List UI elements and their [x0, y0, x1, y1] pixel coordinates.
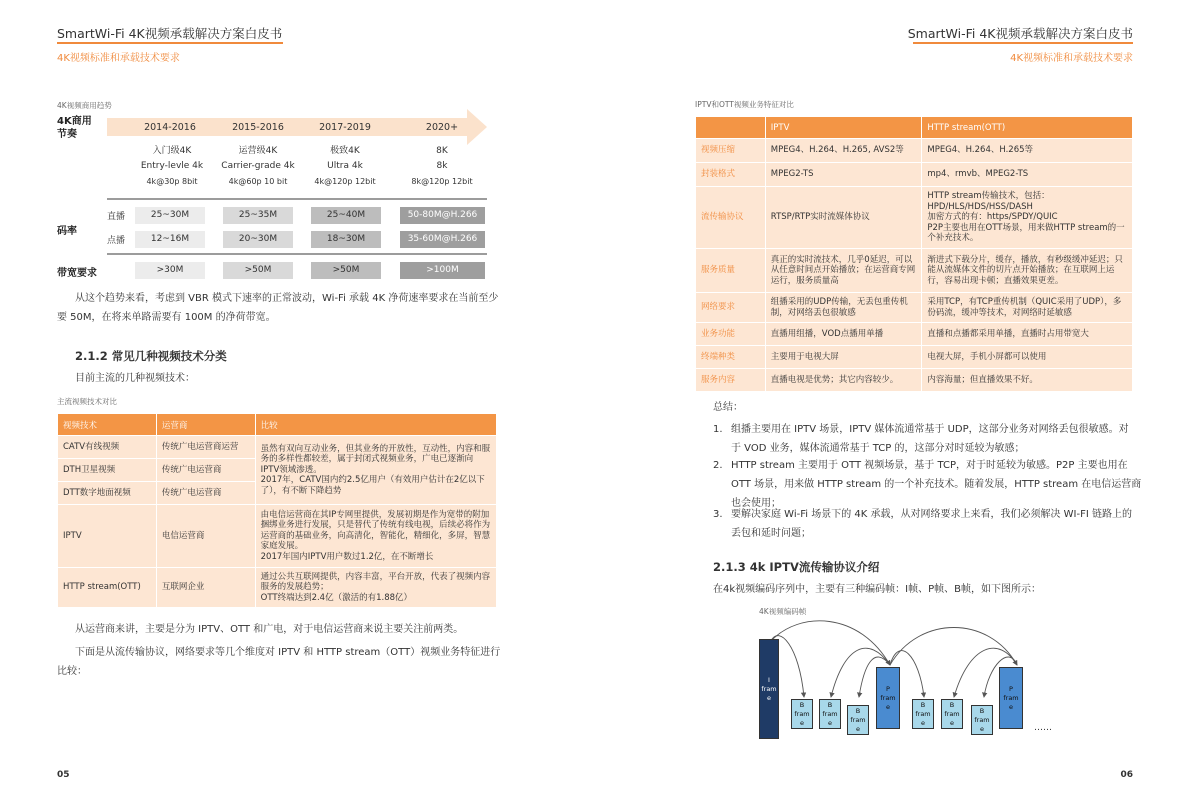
broadcast-compare-cell: 虽然有双向互动业务，但其业务的开放性，互动性，内容和服务的多样性都较差，属于封闭式视频业务，广电已逐渐向IPTV领域渗透。 2017年，CATV国内约2.5亿用户（有效用户估计在2亿以下了），有不断下降趋势	[255, 436, 496, 505]
live-bitrate-box: 50-80M@H.266	[400, 207, 485, 224]
header-subtitle: 4K视频标准和承载技术要求	[1010, 53, 1133, 64]
year-label: 2015-2016	[232, 122, 284, 133]
compare-table-caption: IPTV和OTT视频业务特征对比	[695, 100, 794, 109]
i-frame: I fram e	[759, 639, 779, 739]
live-label: 直播	[107, 212, 126, 222]
paragraph-trend: 从这个趋势来看，考虑到 VBR 模式下速率的正常波动，Wi-Fi 承载 4K 净荷速率要求在当前至少 要 50M，在将来单路需要有 100M 的净荷带宽。	[57, 293, 499, 323]
table-row: CATV有线视频 传统广电运营商运营 虽然有双向互动业务，但其业务的开放性，互动性，内容和服务的多样性都较差，属于封闭式视频业务，广电已逐渐向IPTV领域渗透。 2017年，CATV国内约2.5亿用户（有效用户估计在2亿以下了），有不断下降趋势	[58, 436, 497, 459]
trend-figure	[57, 112, 497, 282]
table-row: 终端种类 主要用于电视大屏 电视大屏，手机小屏都可以使用	[696, 346, 1133, 369]
p-frame: P fram e	[999, 667, 1023, 729]
table-row: DTT数字地面视频 传统广电运营商	[58, 482, 497, 505]
table-row: HTTP stream(OTT) 互联网企业 通过公共互联网提供，内容丰富，平台开放，代表了视频内容服务的发展趋势； OTT终端达到2.4亿（激活的有1.88亿）	[58, 568, 497, 608]
table-row: 视频压缩 MPEG4、H.264、H.265, AVS2等 MPEG4、H.264、H.265等	[696, 139, 1133, 163]
section-title-212: 2.1.2 常见几种视频技术分类	[75, 349, 227, 363]
page-number: 05	[57, 770, 70, 780]
iptv-ott-table	[695, 116, 1133, 392]
vod-bitrate-box: 35-60M@H.266	[400, 231, 485, 248]
column-header	[696, 117, 766, 139]
bandwidth-box: >30M	[135, 262, 205, 279]
table-row: 流传输协议 RTSP/RTP实时流媒体协议 HTTP stream传输技术，包括：HPD/HLS/HDS/HSS/DASH 加密方式的有：https/SPDY/QUIC P2P主要也用在OTT场景，用来做HTTP stream的一个补充技术。	[696, 187, 1133, 249]
page-number: 06	[1120, 770, 1133, 780]
bandwidth-box: >100M	[400, 262, 485, 279]
header-title: SmartWi-Fi 4K视频承载解决方案白皮书	[57, 26, 283, 41]
section-title-213: 2.1.3 4k IPTV流传输协议介绍	[713, 560, 880, 574]
page-right	[595, 0, 1190, 807]
bandwidth-box: >50M	[223, 262, 293, 279]
live-bitrate-box: 25~35M	[223, 207, 293, 224]
vod-bitrate-box: 12~16M	[135, 231, 205, 248]
table-row: 服务质量 真正的实时流技术，几乎0延迟，可以从任意时间点开始播放；在运营商专网运行，服务质量高 渐进式下载分片，缓存，播放，有秒级缓冲延迟；只能从流媒体文件的切片点开始播放；在互联网上运行，容易出现卡顿；直播效果更差。	[696, 249, 1133, 293]
tier-8k: 8K 8k 8k@120p 12bit	[411, 146, 473, 186]
year-label: 2014-2016	[144, 122, 196, 133]
column-header: IPTV	[765, 117, 922, 139]
summary-label: 总结：	[713, 402, 743, 413]
table-row: IPTV 电信运营商 由电信运营商在其IP专网里提供，发展初期是作为宽带的附加捆绑业务进行发展，只是替代了传统有线电视，后续必将作为运营商的基础业务，向高清化，智能化，精细化，多屏，智慧家庭发展。 2017年国内IPTV用户数过1.2亿，在不断增长	[58, 505, 497, 568]
header-title: SmartWi-Fi 4K视频承载解决方案白皮书	[907, 26, 1133, 41]
b-frame: B fram e	[941, 699, 963, 729]
separator	[107, 253, 487, 255]
bitrate-label: 码率	[57, 226, 77, 237]
table-header-row	[696, 117, 1133, 139]
table-header-row	[58, 414, 497, 436]
vod-bitrate-box: 20~30M	[223, 231, 293, 248]
table-row: 业务功能 直播用组播，VOD点播用单播 直播和点播都采用单播，直播时占用带宽大	[696, 323, 1133, 346]
frames-ellipsis: ……	[1034, 723, 1052, 733]
summary-item-3: 3. 要解决家庭 Wi-Fi 场景下的 4K 承载，从对网络要求上来看，我们必须解决 WI-FI 链路上的 丢包和延时问题；	[713, 509, 1132, 539]
tech-table-caption: 主流视频技术对比	[57, 397, 117, 406]
trend-caption: 4K视频商用趋势	[57, 101, 112, 110]
header-rule	[57, 42, 283, 44]
section-intro-213: 在4k视频编码序列中，主要有三种编码帧：I帧、P帧、B帧，如下图所示：	[713, 584, 1041, 595]
frames-figure-caption: 4K视频编码帧	[759, 607, 807, 616]
vod-bitrate-box: 18~30M	[311, 231, 381, 248]
tier-entry: 入门级4K Entry-levle 4k 4k@30p 8bit	[140, 146, 204, 186]
bandwidth-label: 带宽要求	[57, 268, 97, 279]
table-row: DTH卫星视频 传统广电运营商	[58, 459, 497, 482]
b-frame: B fram e	[912, 699, 934, 729]
column-header: 运营商	[156, 414, 255, 436]
year-label: 2020+	[425, 122, 459, 133]
vod-label: 点播	[107, 236, 126, 246]
header-subtitle: 4K视频标准和承载技术要求	[57, 53, 180, 64]
summary-item-1: 1. 组播主要用在 IPTV 场景，IPTV 媒体流通常基于 UDP，这部分业务对网络丢包很敏感。对 于 VOD 业务，媒体流通常基于 TCP 的，这部分对时延较为敏感；	[713, 424, 1129, 454]
tier-carrier: 运营级4K Carrier-grade 4k 4k@60p 10 bit	[221, 146, 295, 186]
column-header: 比较	[255, 414, 496, 436]
table-row: 封装格式 MPEG2-TS mp4、rmvb、MPEG2-TS	[696, 163, 1133, 187]
table-row: 服务内容 直播电视是优势；其它内容较少。 内容海量；但直播效果不好。	[696, 369, 1133, 392]
year-label: 2017-2019	[319, 122, 371, 133]
b-frame: B fram e	[791, 699, 813, 729]
column-header: 视频技术	[58, 414, 157, 436]
summary-item-2: 2. HTTP stream 主要用于 OTT 视频场景，基于 TCP，对于时延较为敏感。P2P 主要也用在 OTT 场景，用来做 HTTP stream 的一个补充技术。随着发展，HTTP stream 在电信运营商 也会使用；	[713, 460, 1142, 509]
b-frame: B fram e	[971, 705, 993, 735]
paragraph-compare-intro: 下面是从流传输协议，网络要求等几个维度对 IPTV 和 HTTP stream（OTT）视频业务特征进行 比较：	[57, 647, 501, 677]
bandwidth-box: >50M	[311, 262, 381, 279]
column-header: HTTP stream(OTT)	[922, 117, 1133, 139]
section-intro-212: 目前主流的几种视频技术：	[75, 373, 195, 384]
b-frame: B fram e	[847, 705, 869, 735]
tech-table	[57, 413, 497, 608]
frames-diagram	[759, 615, 1052, 745]
live-bitrate-box: 25~40M	[311, 207, 381, 224]
trend-row-label-business: 4K商用 节奏	[57, 116, 92, 140]
table-row: 网络要求 组播采用的UDP传输，无丢包重传机制，对网络丢包很敏感 采用TCP，有TCP重传机制（QUIC采用了UDP），多份码流，缓冲等技术，对网络时延敏感	[696, 293, 1133, 323]
live-bitrate-box: 25~30M	[135, 207, 205, 224]
paragraph-operators: 从运营商来讲，主要是分为 IPTV、OTT 和广电，对于电信运营商来说主要关注前两类。	[75, 624, 464, 635]
b-frame: B fram e	[819, 699, 841, 729]
p-frame: P fram e	[876, 667, 900, 729]
tier-ultra: 极致4K Ultra 4k 4k@120p 12bit	[314, 146, 376, 186]
header-rule	[913, 42, 1133, 44]
separator	[107, 198, 487, 200]
